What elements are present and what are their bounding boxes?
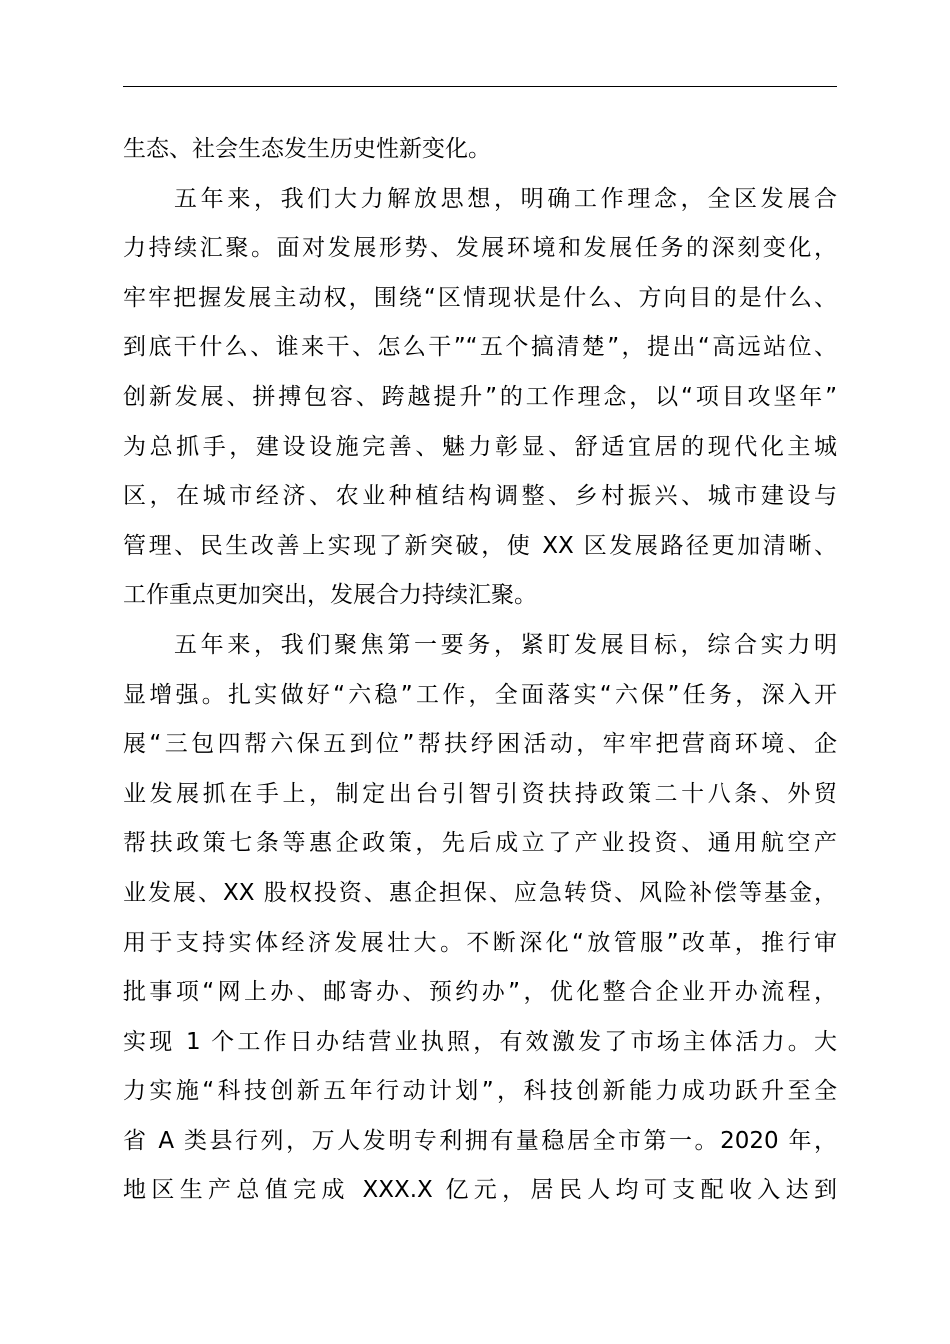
header-rule [123, 86, 837, 87]
text-line: 实现 1 个工作日办结营业执照，有效激发了市场主体活力。大 [123, 1028, 837, 1055]
text-line: 业发展抓在手上，制定出台引智引资扶持政策二十八条、外贸 [123, 780, 837, 807]
text-line: 用于支持实体经济发展壮大。不断深化“放管服”改革，推行审 [123, 929, 837, 956]
text-line: 展“三包四帮六保五到位”帮扶纾困活动，牢牢把营商环境、企 [123, 731, 837, 758]
paragraph-first-line: 五年来，我们聚焦第一要务，紧盯发展目标，综合实力明 [174, 631, 837, 658]
text-line: 批事项“网上办、邮寄办、预约办”，优化整合企业开办流程， [123, 979, 837, 1006]
text-line: 地区生产总值完成 XXX.X 亿元，居民人均可支配收入达到 [123, 1177, 837, 1204]
text-line: 为总抓手，建设设施完善、魅力彰显、舒适宜居的现代化主城 [123, 433, 837, 460]
text-line: 力实施“科技创新五年行动计划”，科技创新能力成功跃升至全 [123, 1078, 837, 1105]
text-line: 显增强。扎实做好“六稳”工作，全面落实“六保”任务，深入开 [123, 681, 837, 708]
text-line: 区，在城市经济、农业种植结构调整、乡村振兴、城市建设与 [123, 483, 837, 510]
text-line: 工作重点更加突出，发展合力持续汇聚。 [123, 582, 537, 609]
text-line: 管理、民生改善上实现了新突破，使 XX 区发展路径更加清晰、 [123, 532, 837, 559]
text-line: 牢牢把握发展主动权，围绕“区情现状是什么、方向目的是什么、 [123, 284, 837, 311]
text-line: 帮扶政策七条等惠企政策，先后成立了产业投资、通用航空产 [123, 830, 837, 857]
paragraph-first-line: 五年来，我们大力解放思想，明确工作理念，全区发展合 [174, 185, 837, 212]
text-line: 力持续汇聚。面对发展形势、发展环境和发展任务的深刻变化， [123, 235, 837, 262]
text-line: 生态、社会生态发生历史性新变化。 [123, 136, 491, 162]
text-line: 到底干什么、谁来干、怎么干”“五个搞清楚”，提出“高远站位、 [123, 334, 837, 361]
text-line: 省 A 类县行列，万人发明专利拥有量稳居全市第一。2020 年， [123, 1127, 837, 1154]
text-line: 创新发展、拼搏包容、跨越提升”的工作理念，以“项目攻坚年” [123, 383, 837, 410]
text-line: 业发展、XX 股权投资、惠企担保、应急转贷、风险补偿等基金， [123, 879, 837, 906]
body-text [123, 125, 837, 1216]
